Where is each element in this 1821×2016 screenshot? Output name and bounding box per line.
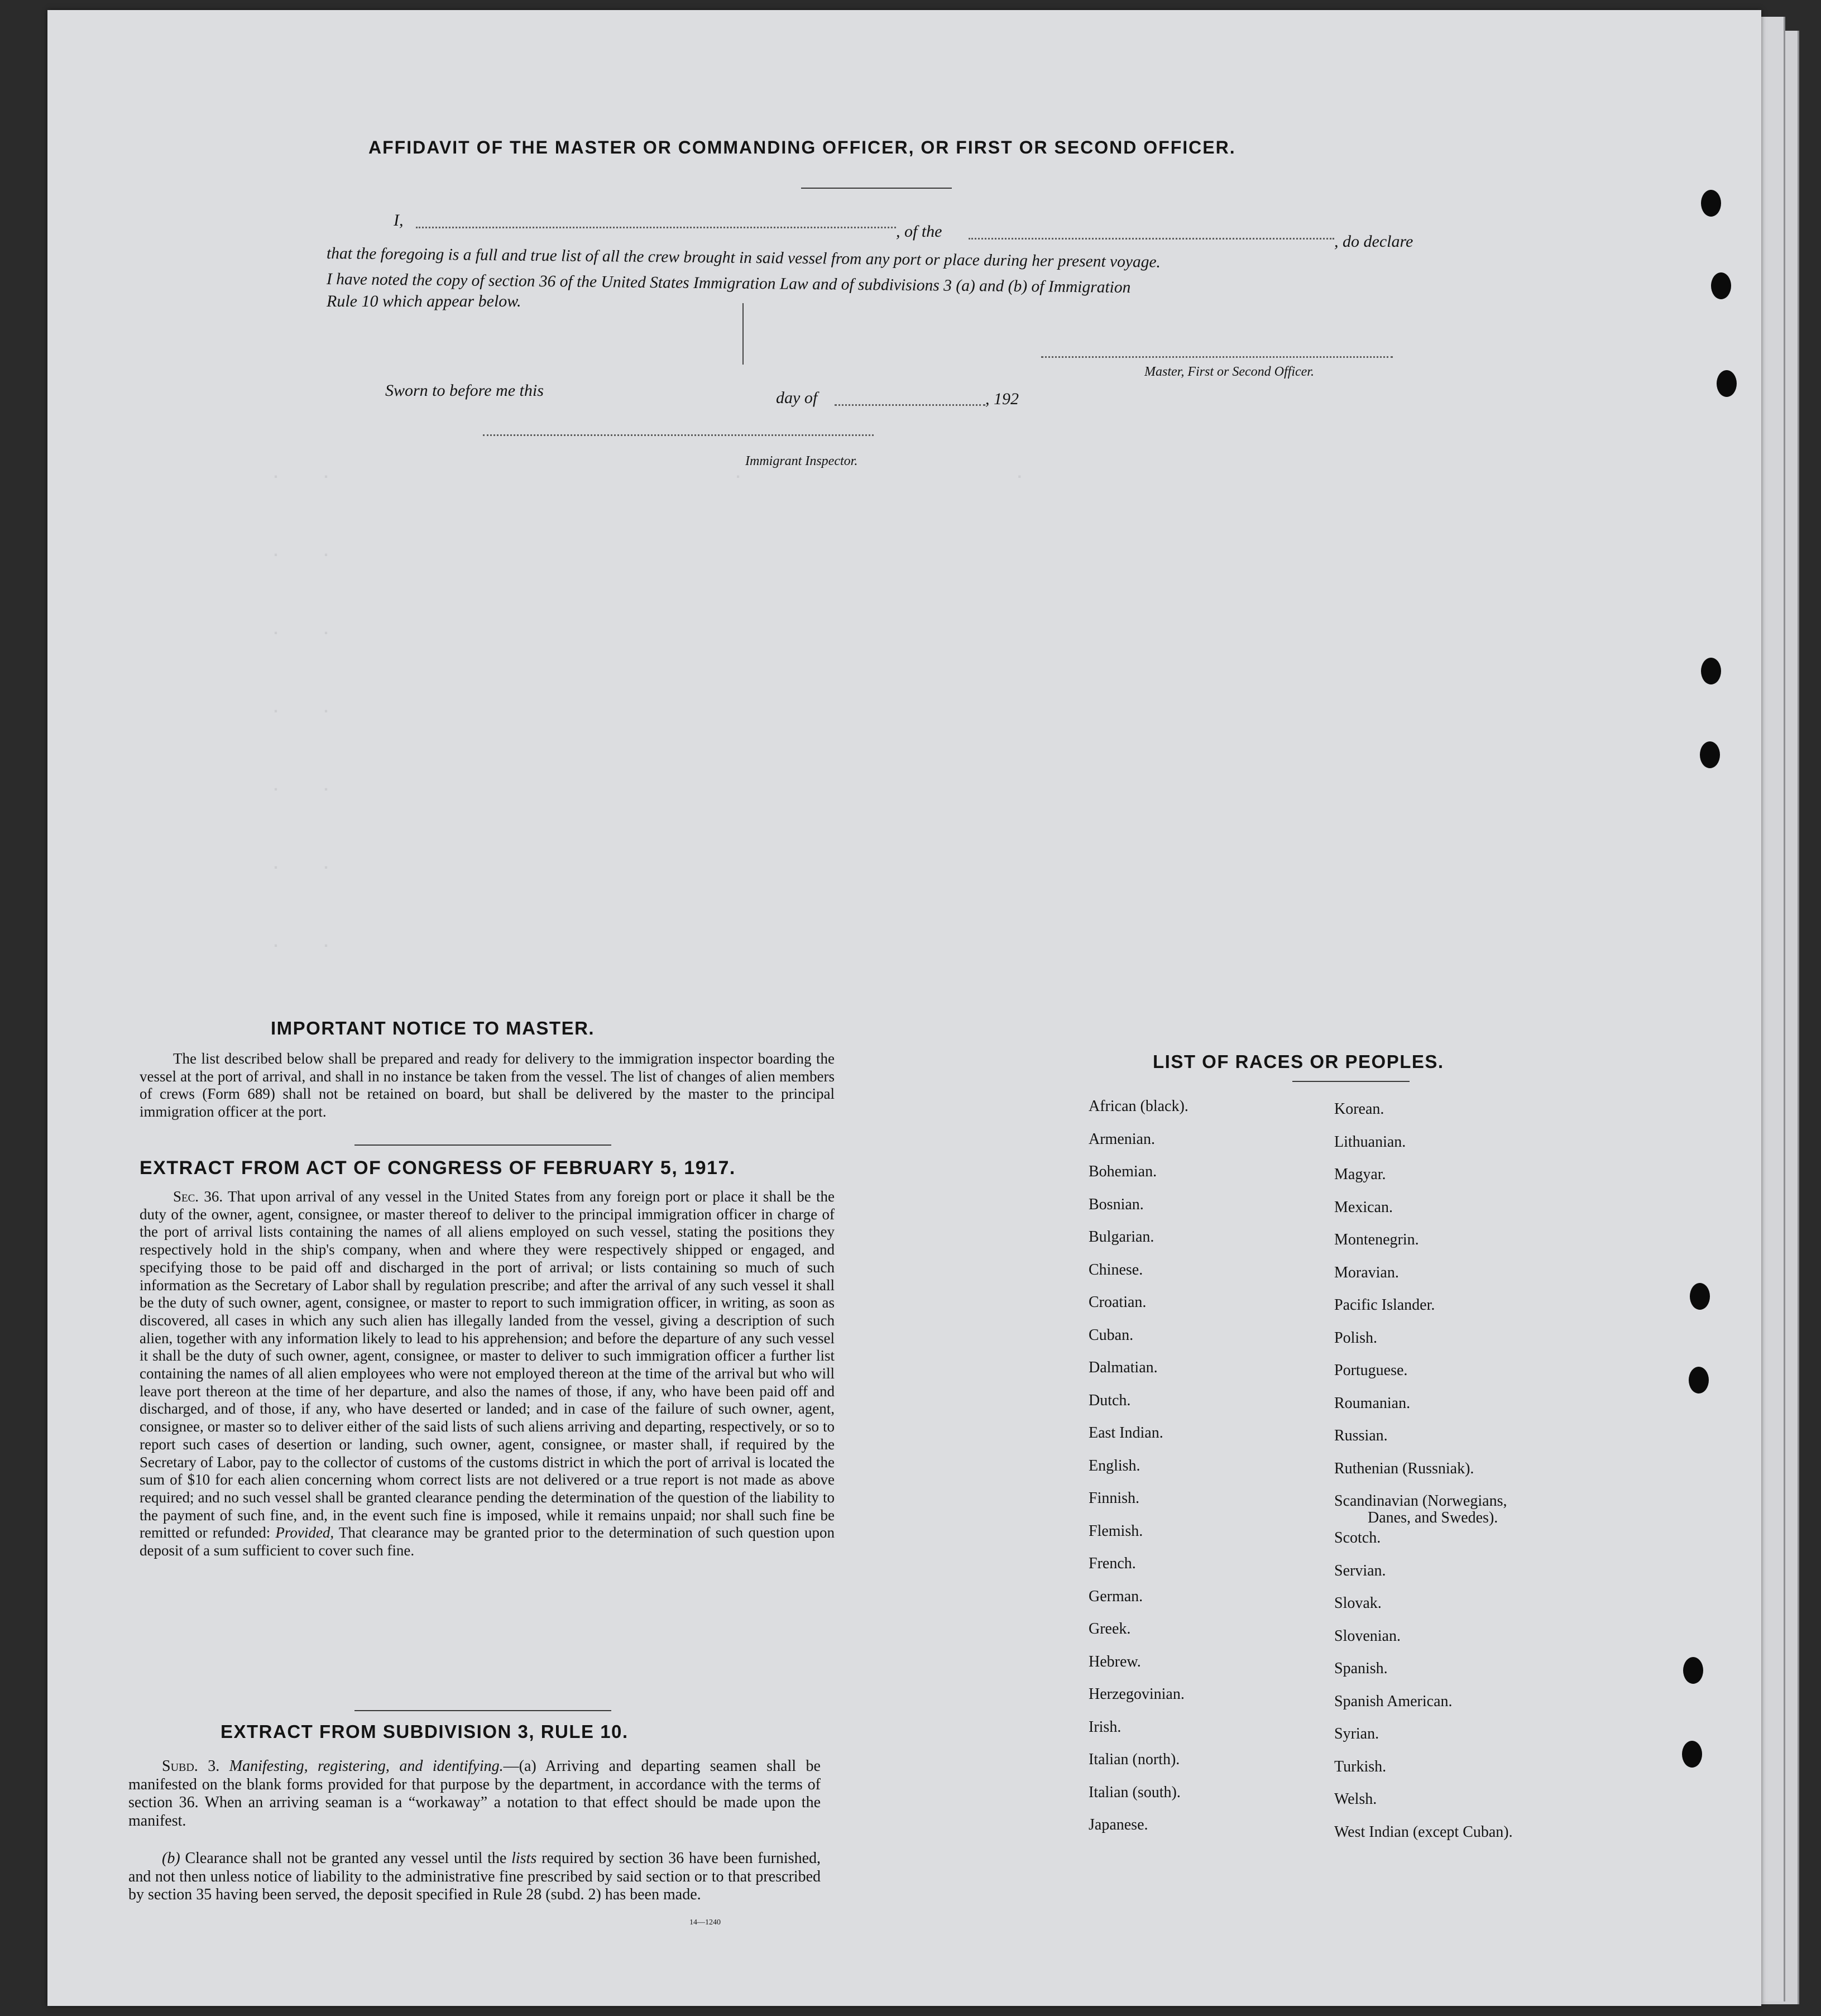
race-item: Bulgarian. [1089, 1228, 1154, 1246]
affidavit-rule-10: Rule 10 which appear below. [327, 292, 521, 310]
race-item: African (black). [1089, 1098, 1189, 1115]
provided-word: Provided, [275, 1524, 334, 1541]
races-column-1 [1089, 1090, 1189, 1842]
race-item: Polish. [1334, 1329, 1378, 1347]
para-a-text: Arriving and departing seamen shall be manifested on the blank forms provided for that purpose by the department, in accordance with the terms of section 36. When an arriving seaman is a “workaway” a notation to that effect should be made upon the manifest. [128, 1758, 821, 1830]
bleed-through-text: · · [271, 546, 332, 565]
race-item: Roumanian. [1334, 1394, 1411, 1412]
bleed-through-text: · · [271, 702, 332, 721]
race-item: Italian (north). [1089, 1751, 1180, 1768]
race-item: Cuban. [1089, 1326, 1134, 1344]
para-b-label: (b) [162, 1850, 180, 1867]
race-item: Dalmatian. [1089, 1359, 1158, 1376]
race-item: Mexican. [1334, 1198, 1393, 1216]
subd-title: Manifesting, registering, and identifying. [229, 1758, 504, 1775]
race-item: Herzegovinian. [1089, 1685, 1185, 1703]
race-item: Italian (south). [1089, 1783, 1181, 1801]
inspector-caption: Immigrant Inspector. [745, 454, 858, 468]
sworn-text: Sworn to before me this [385, 381, 544, 400]
race-item: Slovenian. [1334, 1627, 1401, 1645]
punch-hole [1701, 658, 1721, 684]
punch-hole [1682, 1741, 1702, 1768]
declarant-name-field[interactable] [416, 227, 896, 228]
races-heading: LIST OF RACES OR PEOPLES. [1153, 1051, 1444, 1072]
bleed-through-text: · · [271, 859, 332, 878]
race-item: Ruthenian (Russniak). [1334, 1459, 1474, 1477]
act-divider [354, 1710, 611, 1711]
race-item: Syrian. [1334, 1725, 1379, 1742]
title-underline [801, 188, 952, 189]
race-item: Servian. [1334, 1562, 1386, 1579]
race-item: Korean. [1334, 1100, 1384, 1118]
act-heading: EXTRACT FROM ACT OF CONGRESS OF FEBRUARY 5, 1917. [140, 1157, 736, 1179]
race-item: Russian. [1334, 1427, 1388, 1444]
para-b-text-1: Clearance shall not be granted any vessel until the [185, 1850, 507, 1867]
race-item: Welsh. [1334, 1790, 1377, 1808]
race-item: Croatian. [1089, 1294, 1147, 1311]
bleed-through-text: · · [271, 780, 332, 799]
race-item: Japanese. [1089, 1816, 1148, 1833]
race-item: Lithuanian. [1334, 1133, 1406, 1151]
manifest-page [47, 10, 1761, 2006]
race-item: Armenian. [1089, 1130, 1155, 1148]
race-item: Portuguese. [1334, 1362, 1408, 1379]
para-b-lists: lists [511, 1850, 537, 1867]
race-item: Finnish. [1089, 1490, 1140, 1507]
day-of-text: day of [776, 389, 818, 407]
races-underline [1292, 1081, 1410, 1082]
section-label: Sec. 36. [173, 1188, 223, 1205]
races-column-2 [1334, 1093, 1513, 1849]
race-item: Bosnian. [1089, 1195, 1144, 1213]
notice-divider [354, 1145, 611, 1146]
race-item: Scotch. [1334, 1529, 1381, 1546]
affidavit-noted-section: I have noted the copy of section 36 of the United States Immigration Law and of subdivisions 3 (a) and (b) of Immigration [326, 270, 1131, 297]
race-item: Slovak. [1334, 1594, 1382, 1612]
punch-hole [1689, 1367, 1709, 1394]
section-36-proviso: That clearance may be granted prior to the determination of such question upon deposit of a sum sufficient to cover such fine. [140, 1524, 835, 1559]
race-item: Spanish American. [1334, 1692, 1453, 1710]
race-item: Chinese. [1089, 1261, 1143, 1278]
race-item: German. [1089, 1587, 1143, 1605]
race-item: Turkish. [1334, 1758, 1387, 1775]
punch-hole [1701, 190, 1721, 217]
punch-hole [1700, 741, 1720, 768]
vessel-name-field[interactable] [969, 238, 1334, 240]
race-item: East Indian. [1089, 1424, 1163, 1442]
punch-hole [1683, 1657, 1703, 1684]
para-b-text-2: required by section 36 have been furnished, and not then unless notice of liability to the administrative fine prescribed by said section or to that prescribed by section 35 having been served, the deposit specified in Rule 28 (subd. 2) has been made. [128, 1850, 821, 1903]
race-item: Flemish. [1089, 1522, 1143, 1540]
master-signature-field[interactable] [1041, 356, 1393, 358]
form-number: 14—1240 [689, 1918, 721, 1927]
race-item: Scandinavian (Norwegians, [1334, 1492, 1507, 1510]
race-item: Moravian. [1334, 1263, 1399, 1281]
master-signature-caption: Master, First or Second Officer. [1144, 365, 1314, 379]
subd-label: Subd. 3. [162, 1758, 220, 1775]
affidavit-do-declare: , do declare [1334, 232, 1413, 251]
rule-heading: EXTRACT FROM SUBDIVISION 3, RULE 10. [221, 1721, 629, 1742]
race-item: Irish. [1089, 1718, 1122, 1736]
punch-hole [1711, 272, 1731, 299]
race-item: French. [1089, 1555, 1136, 1572]
year-prefix: , 192 [985, 390, 1019, 408]
affidavit-of-the: , of the [896, 222, 942, 241]
inspector-signature-field[interactable] [483, 434, 874, 436]
race-item: Magyar. [1334, 1166, 1386, 1183]
race-item: Bohemian. [1089, 1163, 1157, 1180]
race-item: Montenegrin. [1334, 1231, 1419, 1248]
rule-para-a [128, 1758, 821, 1830]
notice-body: The list described below shall be prepared and ready for delivery to the immigration inspector boarding the vessel at the port of arrival, and shall in no instance be taken from the vessel. The list of changes of alien members of crews (Form 689) shall not be retained on board, but shall be delivered by the master to the principal immigration officer at the port. [140, 1050, 835, 1120]
punch-hole [1690, 1283, 1710, 1310]
race-item: Hebrew. [1089, 1653, 1141, 1670]
race-item: Greek. [1089, 1620, 1131, 1637]
month-field[interactable] [835, 404, 985, 406]
race-item: English. [1089, 1457, 1140, 1474]
race-item: West Indian (except Cuban). [1334, 1823, 1513, 1841]
affidavit-i: I, [394, 211, 404, 229]
race-item: Dutch. [1089, 1391, 1131, 1409]
bleed-through-text: · · [271, 937, 332, 956]
notice-heading: IMPORTANT NOTICE TO MASTER. [271, 1018, 595, 1038]
fold-mark [742, 303, 744, 365]
race-item: Spanish. [1334, 1660, 1388, 1677]
punch-hole [1717, 370, 1737, 397]
rule-para-b [128, 1850, 821, 1904]
bleed-through-text: · · [271, 624, 332, 643]
affidavit-title: AFFIDAVIT OF THE MASTER OR COMMANDING OFFICER, OR FIRST OR SECOND OFFICER. [368, 137, 1236, 157]
bleed-through-text: · · · · [271, 468, 1025, 487]
race-item: Danes, and Swedes). [1368, 1509, 1498, 1526]
para-a-label: —(a) [503, 1758, 536, 1775]
affidavit-declaration: that the foregoing is a full and true list of all the crew brought in said vessel from any port or place during her present voyage. [326, 245, 1161, 271]
section-36-text: That upon arrival of any vessel in the United States from any foreign port or place it shall be the duty of the owner, agent, consignee, or master thereof to deliver to the principal immigration officer in charge of the port of arrival lists containing the names of all aliens employed on such vessel, stating the positions they respectively hold in the ship's company, when and where they were respectively shipped or engaged, and specifying those to be paid off and discharged in the port of arrival; or lists containing so much of such information as the Secretary of Labor shall by regulation prescribe; and after the arrival of any such vessel it shall be the duty of such owner, agent, consignee, or master to report to such immigration officer, in writing, as soon as discovered, all cases in which any such alien has illegally landed from the vessel, giving a description of such alien, together with any information likely to lead to his apprehension; and before the departure of any such vessel it shall be the duty of such owner, agent, consignee, or master to deliver to such immigration officer a further list containing the names of all alien employees who were not employed thereon at the time of the arrival but who will leave port thereon at the time of her departure, and also the names of those, if any, who have been paid off and discharged, and of those, if any, who have deserted or landed; and in case of the failure of such owner, agent, consignee, or master so to deliver either of the said lists of such aliens arriving and departing, respectively, or so to report such cases of desertion or landing, such owner, agent, consignee, or master shall, if required by the Secretary of Labor, pay to the collector of customs of the customs district in which the port of arrival is located the sum of $10 for each alien concerning whom correct lists are not delivered or a true report is not made as above required; and no such vessel shall be granted clearance pending the determination of the question of the liability to the payment of such fine, and, in the event such fine is imposed, while it remains unpaid; nor shall such fine be remitted or refunded: [140, 1188, 835, 1541]
act-section-36 [140, 1188, 835, 1560]
race-item: Pacific Islander. [1334, 1296, 1435, 1314]
